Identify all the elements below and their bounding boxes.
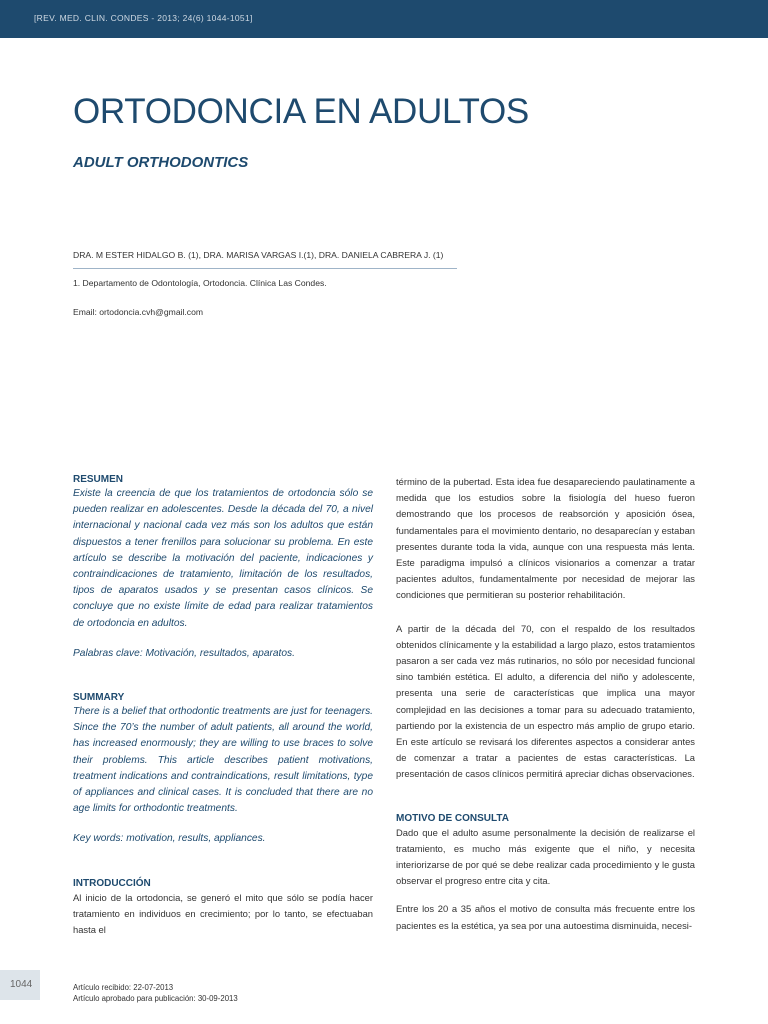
approved-date: Artículo aprobado para publicación: 30-09-2013 xyxy=(73,994,238,1003)
article-subtitle: ADULT ORTHODONTICS xyxy=(73,154,249,171)
resumen-keywords: Palabras clave: Motivación, resultados, aparatos. xyxy=(73,647,295,659)
summary-text: There is a belief that orthodontic treatments are just for teenagers. Since the 70’s the number of adult patients, all around the world, has increased enormously; they are willing to use braces to solve their problems. This article describes patient motivations, treatment indications and contraindications, result limitations, type of appliances and clinical cases. It is concluded that there are no age limits for orthodontic treatments. xyxy=(73,706,373,815)
article-title: ORTODONCIA EN ADULTOS xyxy=(73,92,529,131)
summary-keywords: Key words: motivation, results, appliances. xyxy=(73,833,266,845)
affiliation: 1. Departamento de Odontología, Ortodoncia. Clínica Las Condes. xyxy=(73,278,327,288)
divider xyxy=(73,268,457,269)
author-list: DRA. M ESTER HIDALGO B. (1), DRA. MARISA VARGAS I.(1), DRA. DANIELA CABRERA J. (1) xyxy=(73,250,444,260)
introduccion-paragraph-2: A partir de la década del 70, con el respaldo de los resultados obtenidos clínicamente y la estabilidad a largo plazo, estos tratamientos pasaron a ser cada vez más rutinarios, no sólo por necesidad funcional sino también estética. El adulto, a diferencia del niño y adolescente, presenta una serie de características que implica una mayor complejidad en las decisiones a tomar para su adecuado tratamiento, partiendo por la existencia de un espectro más amplio de grupo etario. En este artículo se revisará los diferentes aspectos a considerar antes de comenzar a tratar a pacientes de estas características. La presentación de casos clínicos permitirá apreciar dichas observaciones. xyxy=(396,622,695,780)
introduccion-heading: INTRODUCCIÓN xyxy=(73,877,151,889)
introduccion-paragraph-start: Al inicio de la ortodoncia, se generó el mito que sólo se podía hacer tratamiento en individuos en crecimiento; por lo tanto, se efectuaban hasta el xyxy=(73,891,373,936)
motivo-paragraph-2: Entre los 20 a 35 años el motivo de consulta más frecuente entre los pacientes es la estética, ya sea por una autoestima disminuida, necesi- xyxy=(396,903,695,931)
motivo-paragraph-1: Dado que el adulto asume personalmente la decisión de realizarse el tratamiento, es mucho más exigente que el niño, y necesita interiorizarse de por qué se debe realizar cada procedimiento y le gusta observar el progreso entre cita y cita. xyxy=(396,826,695,887)
motivo-heading: MOTIVO DE CONSULTA xyxy=(396,812,509,824)
right-column xyxy=(396,474,695,934)
received-date: Artículo recibido: 22-07-2013 xyxy=(73,983,174,992)
journal-citation: [REV. MED. CLIN. CONDES - 2013; 24(6) 1044-1051] xyxy=(34,13,253,23)
summary-heading: SUMMARY xyxy=(73,692,125,704)
page-number-tab xyxy=(0,970,40,1000)
page-number: 1044 xyxy=(10,979,33,990)
left-column xyxy=(73,474,373,938)
article-dates xyxy=(73,982,238,1004)
resumen-heading: RESUMEN xyxy=(73,474,124,485)
introduccion-paragraph-continued: término de la pubertad. Esta idea fue desapareciendo paulatinamente a medida que los estudios sobre la fisiología del hueso fueron demostrando que los procesos de reabsorción y aposición ósea, fundamentales para el movimiento dentario, no desaparecían y estaban presentes durante toda la vida, aunque con una respuesta más lenta. Este paradigma impulsó a clínicos visionarios a comenzar a tratar pacientes adultos, fundamentalmente por necesidad de mejorar las condiciones que permitieran su posterior rehabilitación. xyxy=(396,476,695,601)
resumen-text: Existe la creencia de que los tratamientos de ortodoncia sólo se pueden realizar en adolescentes. Desde la década del 70, a nivel internacional y nacional cada vez más son los adultos que están dispuestos a tener frenillos para solucionar su problema. En este artículo se describe la motivación del paciente, indicaciones y contraindicaciones de tratamiento, limitación de los resultados, tipos de aparatos usados y se presentan casos clínicos. Se concluye que no existe límite de edad para realizar tratamientos de ortodoncia en adultos. xyxy=(73,488,373,629)
contact-email: Email: ortodoncia.cvh@gmail.com xyxy=(73,307,204,317)
journal-header-bar xyxy=(0,0,768,38)
